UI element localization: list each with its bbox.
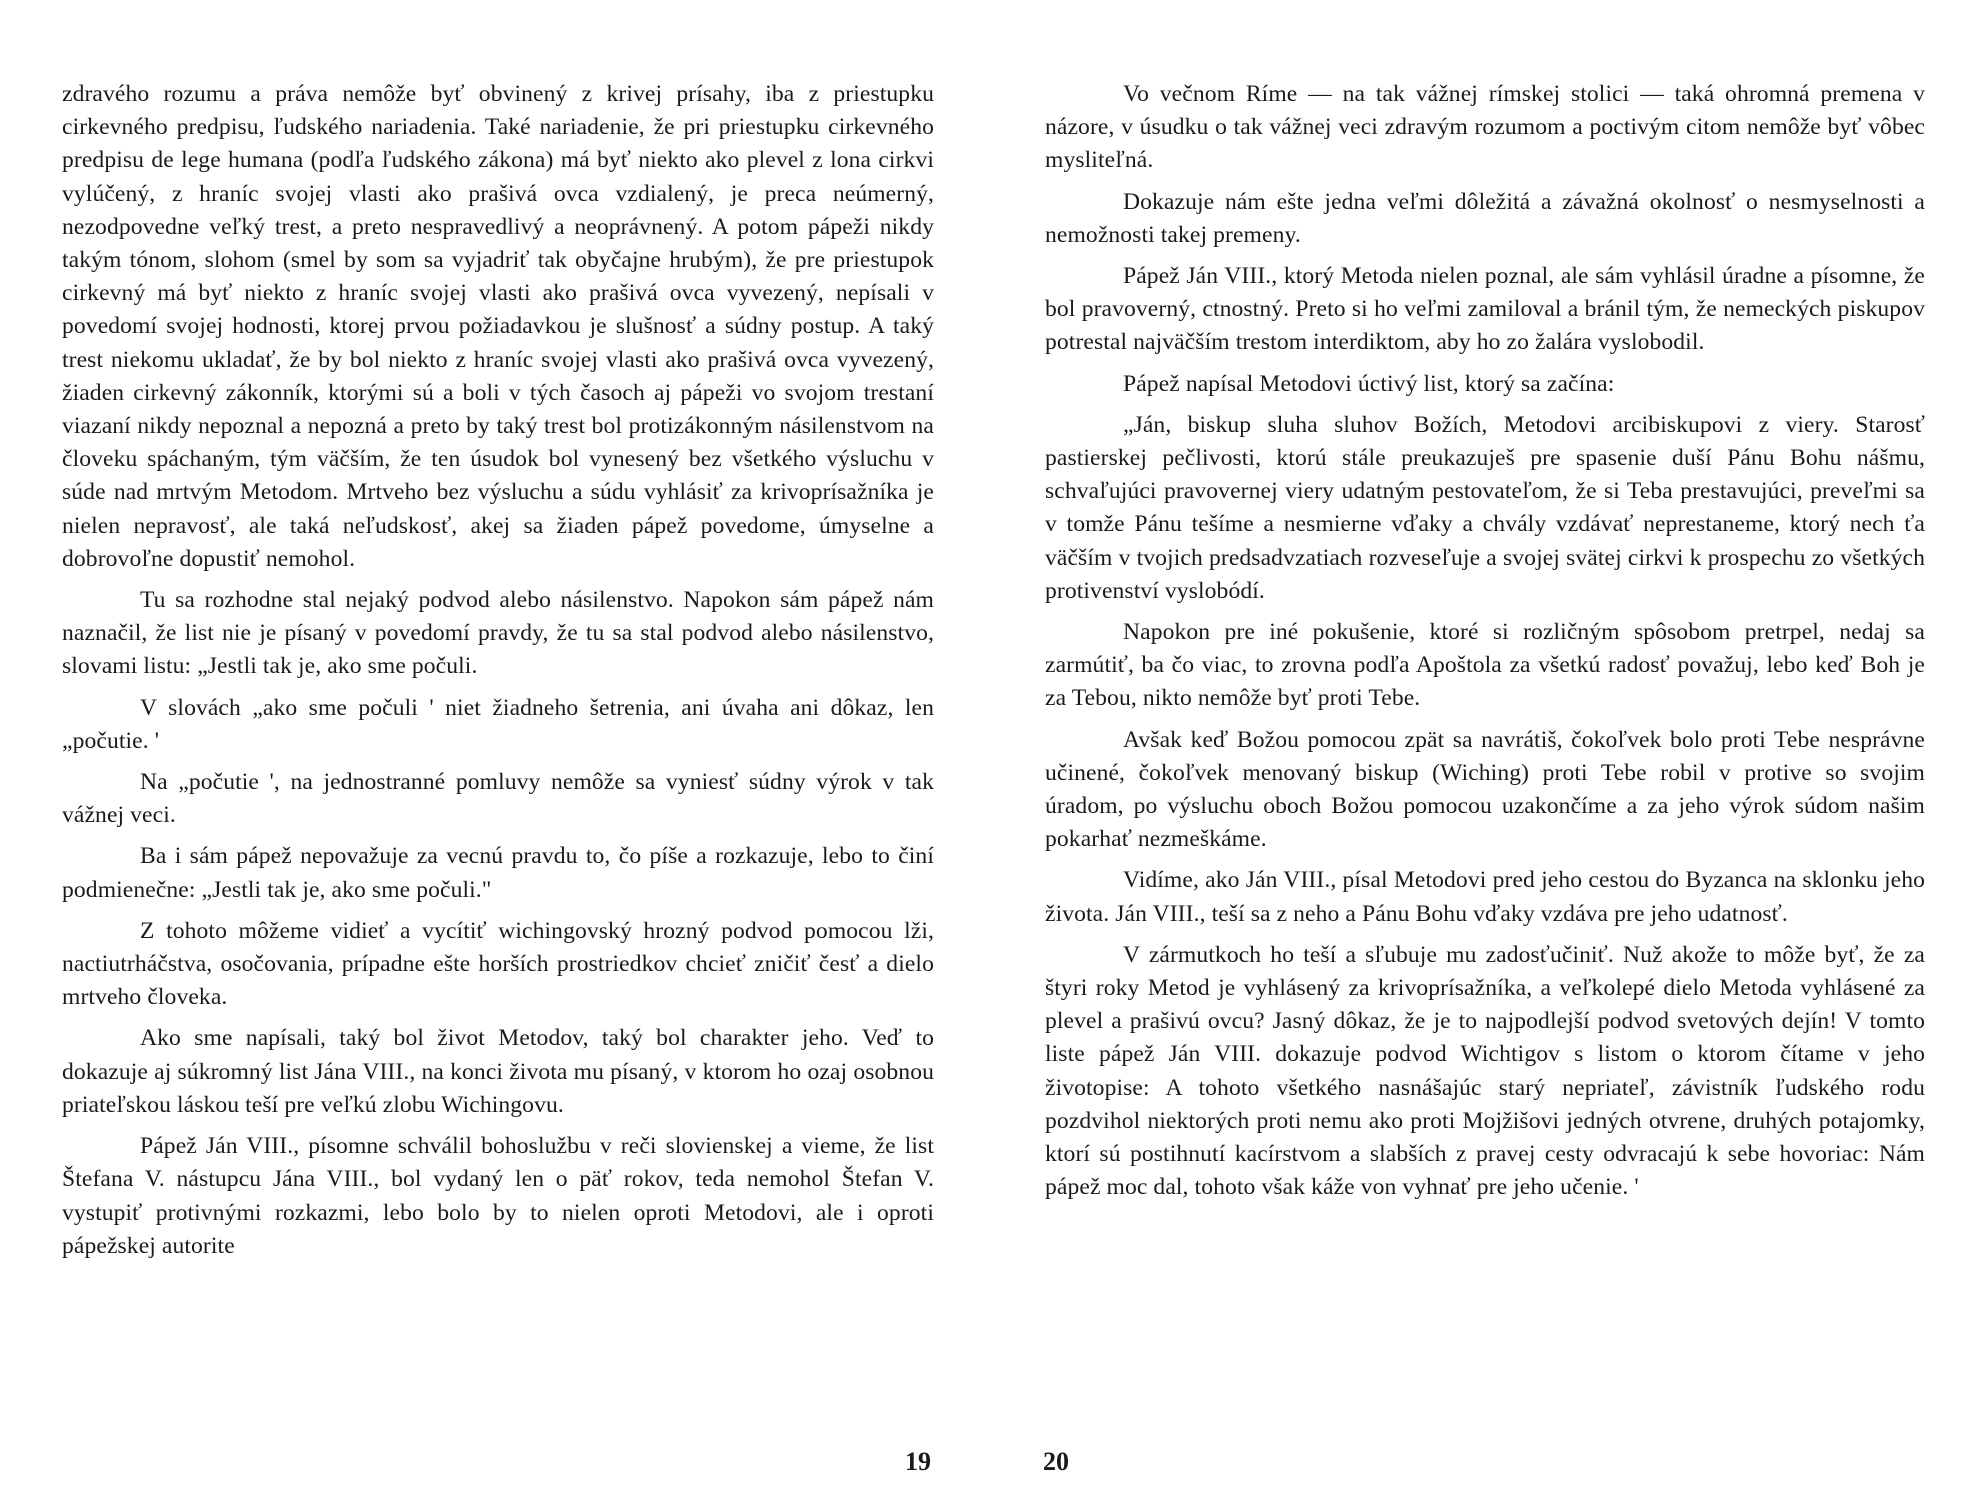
paragraph: Ako sme napísali, taký bol život Metodov, taký bol charakter jeho. Veď to dokazuje aj súkromný list Jána VIII., na konci života mu písaný, v ktorom ho ozaj osobnou priateľskou láskou teší pre veľkú zlobu Wichingovu. — [62, 1025, 934, 1118]
paragraph: Tu sa rozhodne stal nejaký podvod alebo násilenstvo. Napokon sám pápež nám naznačil, že list nie je písaný v povedomí pravdy, že tu sa stal podvod alebo násilenstvo, slovami listu: „Jestli tak je, ako sme počuli. — [62, 587, 934, 680]
paragraph: Ba i sám pápež nepovažuje za vecnú pravdu to, čo píše a rozkazuje, lebo to činí podmienečne: „Jestli tak je, ako sme počuli." — [62, 843, 934, 903]
right-page — [981, 0, 1962, 1500]
paragraph: Vidíme, ako Ján VIII., písal Metodovi pred jeho cestou do Byzanca na sklonku jeho života. Ján VIII., teší sa z neho a Pánu Bohu vďaky vzdáva pre jeho udatnosť. — [1045, 867, 1925, 927]
paragraph: V zármutkoch ho teší a sľubuje mu zadosťučiniť. Nuž akože to môže byť, že za štyri roky Metod je vyhlásený za krivoprísažníka, a veľkolepé dielo Metoda vyhlásené za plevel a prašivú ovcu? Jasný dôkaz, že je to najpodlejší podvod svetových dejín! V tomto liste pápež Ján VIII. dokazuje podvod Wichtigov s listom o ktorom čítame v jeho životopise: A tohoto všetkého nasnášajúc starý nepriateľ, závistník ľudského rodu pozdvihol niektorých proti nemu ako proti Mojžišovi jedných otvrene, druhých potajomky, ktorí sú postihnutí kacírstvom a slabších z pravej cesty odvracajú k sebe hovoriac: Nám pápež moc dal, tohoto však káže von vyhnať pre jeho učenie. ' — [1045, 941, 1925, 1201]
paragraph: Pápež napísal Metodovi úctivý list, ktorý sa začína: — [1123, 370, 1615, 397]
paragraph: Pápež Ján VIII., ktorý Metoda nielen poznal, ale sám vyhlásil úradne a písomne, že bol pravoverný, ctnostný. Preto si ho veľmi zamiloval a bránil tým, že nemeckých piskupov potrestal najväčším trestom interdiktom, aby ho zo žalára vyslobodil. — [1045, 263, 1925, 356]
paragraph: Vo večnom Ríme — na tak vážnej rímskej stolici — taká ohromná premena v názore, v úsudku o tak vážnej veci zdravým rozumom a poctivým citom nemôže byť vôbec mysliteľná. — [1045, 81, 1925, 174]
paragraph: „Ján, biskup sluha sluhov Božích, Metodovi arcibiskupovi z viery. Starosť pastierskej pečlivosti, ktorú stále preukazuješ pre spasenie duší Pánu Bohu nášmu, schvaľujúci pravovernej viery udatným pestovateľom, že si Teba prestavujúci, preveľmi sa v tomže Pánu tešíme a nesmierne vďaky a chvály vzdávať neprestaneme, ktorý nech ťa väčším v tvojich predsadvzatiach rozveseľuje a svojej svätej cirkvi k prospechu zo všetkých protivenství vyslobódí. — [1045, 411, 1925, 604]
paragraph: V slovách „ako sme počuli ' niet žiadneho šetrenia, ani úvaha ani dôkaz, len „počutie. ' — [62, 694, 934, 754]
paragraph: Avšak keď Božou pomocou zpät sa navrátiš, čokoľvek bolo proti Tebe nesprávne učinené, čokoľvek menovaný biskup (Wiching) proti Tebe robil v protive so svojim úradom, po výsluchu oboch Božou pomocou uzakončíme a za jeho výrok súdom našim pokarhať nezmeškáme. — [1045, 726, 1925, 853]
page-number: 19 — [905, 1447, 931, 1476]
paragraph: Napokon pre iné pokušenie, ktoré si rozličným spôsobom pretrpel, nedaj sa zarmútiť, ba čo viac, to zrovna podľa Apoštola za všetkú radosť považuj, lebo keď Boh je za Tebou, nikto nemôže byť proti Tebe. — [1045, 619, 1925, 712]
paragraph: Z tohoto môžeme vidieť a vycítiť wichingovský hrozný podvod pomocou lži, nactiutrháčstva, osočovania, prípadne ešte horších prostriedkov chcieť zničiť česť a dielo mrtveho človeka. — [62, 917, 934, 1011]
right-text-column — [1045, 78, 1925, 1213]
left-text-column — [62, 78, 934, 1271]
page-number: 20 — [1043, 1447, 1069, 1476]
paragraph: Pápež Ján VIII., písomne schválil bohoslužbu v reči slovienskej a vieme, že list Štefana V. nástupcu Jána VIII., bol vydaný len o päť rokov, teda nemohol Štefan V. vystupiť protivnými rozkazmi, lebo bolo by to nielen oproti Metodovi, ale i oproti pápežskej autorite — [62, 1133, 934, 1259]
paragraph: Dokazuje nám ešte jedna veľmi dôležitá a závažná okolnosť o nesmyselnosti a nemožnosti takej premeny. — [1045, 188, 1925, 248]
paragraph: Na „počutie ', na jednostranné pomluvy nemôže sa vyniesť súdny výrok v tak vážnej veci. — [62, 769, 934, 829]
paragraph: zdravého rozumu a práva nemôže byť obvinený z krivej prísahy, iba z priestupku cirkevného predpisu, ľudského nariadenia. Také nariadenie, že pri priestupku cirkevného predpisu de lege humana (podľa ľudského zákona) má byť niekto ako plevel z lona cirkvi vylúčený, z hraníc svojej vlasti ako prašivá ovca vzdialený, je preca neúmerný, nezodpovedne veľký trest, a preto nespravedlivý a neoprávnený. A potom pápeži nikdy takým tónom, slohom (smel by som sa vyjadriť tak obyčajne hrubým), že pre priestupok cirkevný má byť niekto z hraníc svojej vlasti ako prašivá ovca vyvezený, nepísali v povedomí svojej hodnosti, ktorej prvou požiadavkou je slušnosť a súdny postup. A taký trest niekomu ukladať, že by bol niekto z hraníc svojej vlasti ako prašivá ovca vyvezený, žiaden cirkevný zákonník, ktorými sú a boli v tých časoch aj pápeži vo svojom trestaní viazaní nikdy nepoznal a nepozná a preto by taký trest bol protizákonným násilenstvom na človeku spáchaným, tým väčším, že ten úsudok bol vynesený bez všetkého výsluchu v súde nad mrtvým Metodom. Mrtveho bez výsluchu a súdu vyhlásiť za krivoprísažníka je nielen nepravosť, ale taká neľudskosť, akej sa žiaden pápež povedome, úmyselne a dobrovoľne dopustiť nemohol. — [62, 81, 934, 572]
